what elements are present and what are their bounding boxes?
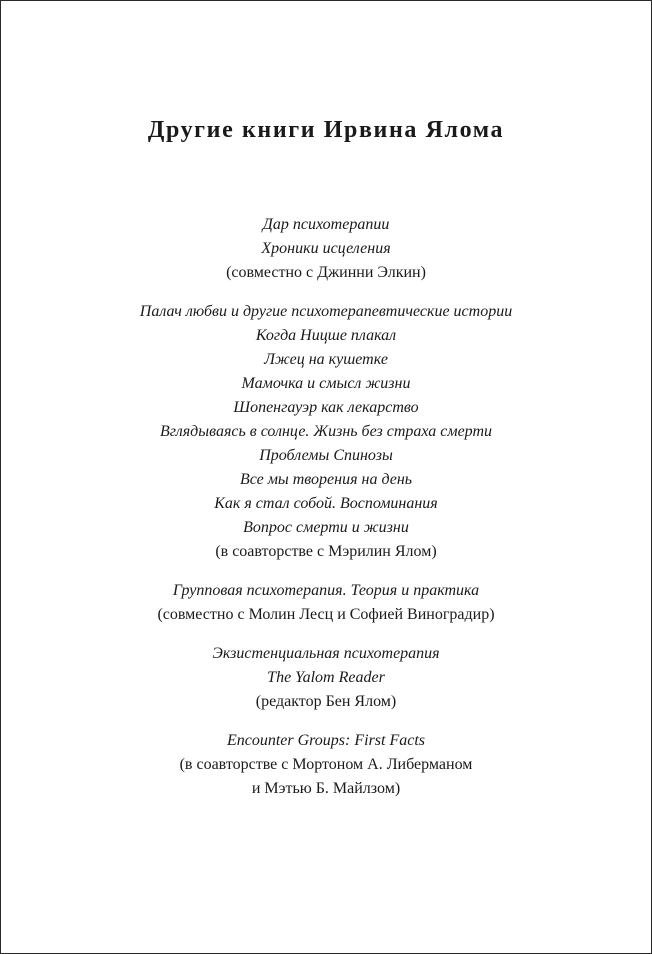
book-group [1, 300, 651, 564]
book-title: Как я стал собой. Воспоминания [214, 495, 438, 512]
book-title: Вглядываясь в солнце. Жизнь без страха смерти [159, 423, 493, 440]
book-list [1, 213, 651, 816]
page-title: Другие книги Ирвина Ялома [147, 117, 505, 143]
book-credit: (редактор Бен Ялом) [255, 693, 397, 710]
book-credit: (в соавторстве с Мэрилин Ялом) [215, 543, 437, 560]
book-title: Вопрос смерти и жизни [243, 519, 409, 536]
book-group [1, 213, 651, 285]
book-credit: (совместно с Молин Лесц и Софией Виноградир) [157, 606, 495, 623]
book-credit: (в соавторстве с Мортоном А. Либерманом [179, 756, 473, 773]
book-title: Лжец на кушетке [264, 351, 388, 368]
book-title: Когда Ницше плакал [255, 327, 397, 344]
book-credit: (совместно с Джинни Элкин) [226, 264, 426, 281]
book-title: Групповая психотерапия. Теория и практика [172, 582, 480, 599]
book-title: Шопенгауэр как лекарство [233, 399, 419, 416]
book-title: Все мы творения на день [239, 471, 413, 488]
book-title: Палач любви и другие психотерапевтические истории [139, 303, 513, 320]
book-group [1, 729, 651, 801]
book-group [1, 579, 651, 627]
book-title: Экзистенциальная психотерапия [212, 645, 440, 662]
book-title: Проблемы Спинозы [259, 447, 393, 464]
book-title: The Yalom Reader [267, 669, 385, 686]
book-group [1, 642, 651, 714]
book-title: Хроники исцеления [261, 240, 391, 257]
book-credit: и Мэтью Б. Майлзом) [251, 780, 401, 797]
book-title: Мамочка и смысл жизни [241, 375, 411, 392]
book-title: Encounter Groups: First Facts [226, 732, 426, 749]
book-title: Дар психотерапии [262, 216, 390, 233]
